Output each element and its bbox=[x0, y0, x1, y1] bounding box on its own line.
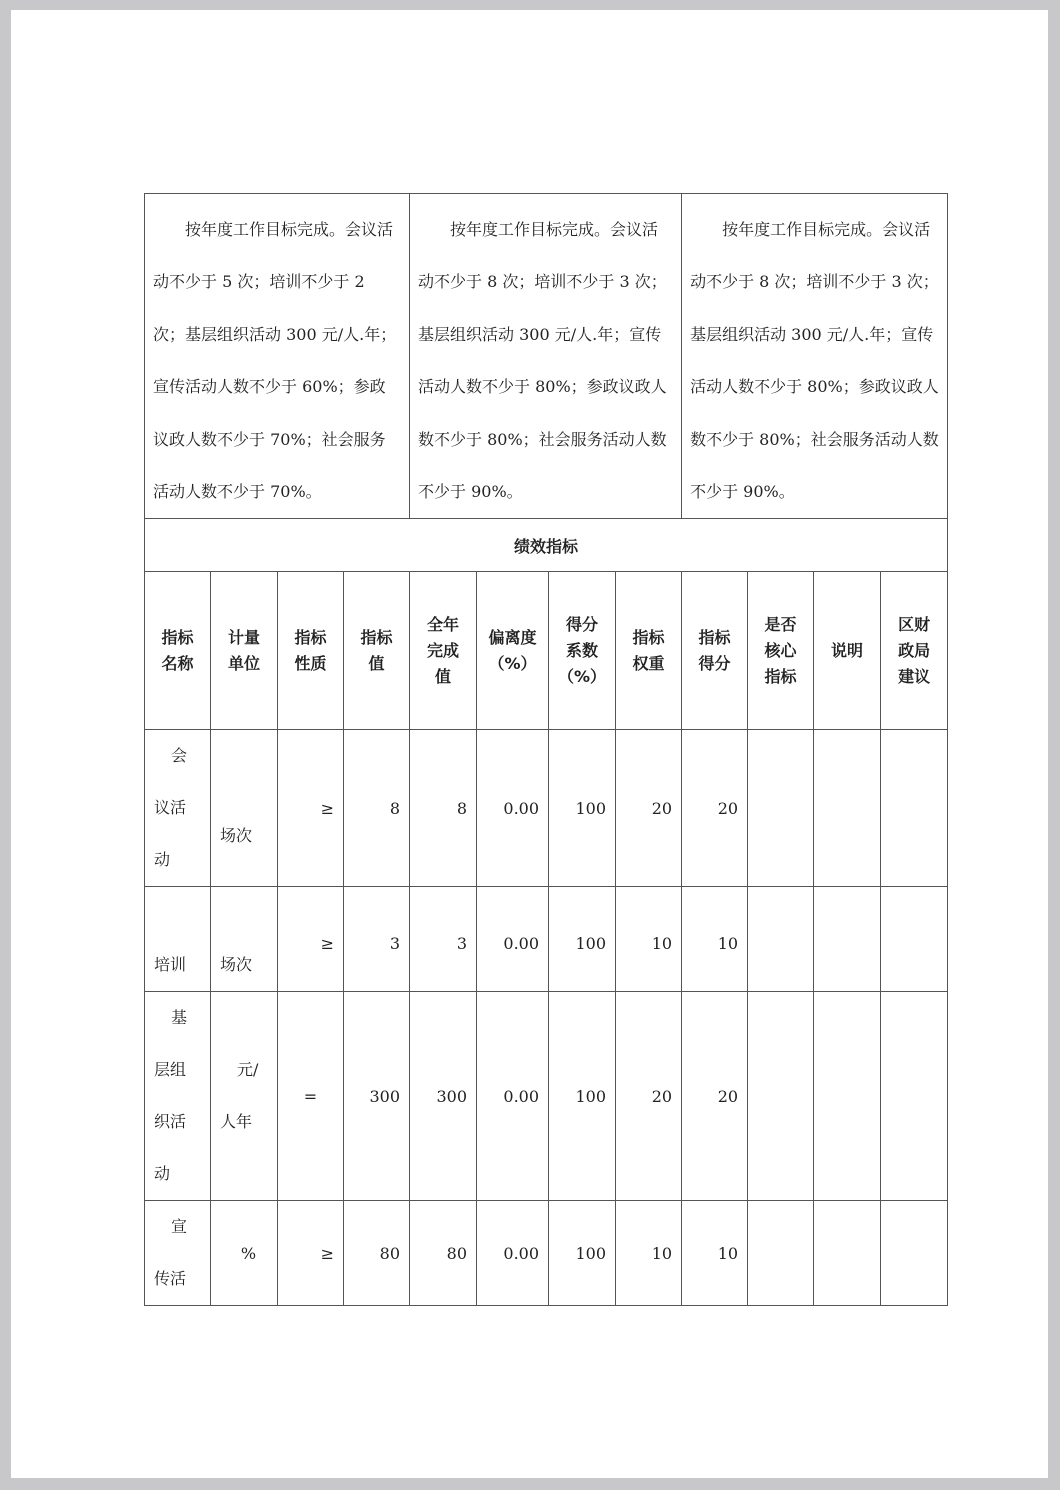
column-header-line: 值 bbox=[368, 653, 385, 673]
indicator-name-cell bbox=[145, 730, 211, 887]
performance-table bbox=[144, 193, 948, 1306]
indicator-name-line: 动 bbox=[154, 850, 171, 870]
table-row bbox=[145, 1201, 948, 1306]
target-value-cell: 3 bbox=[344, 887, 410, 992]
column-header bbox=[616, 572, 682, 730]
indicator-name-line: 培训 bbox=[154, 955, 187, 975]
unit-cell bbox=[211, 1201, 278, 1306]
core-indicator-cell bbox=[748, 730, 814, 887]
column-header-line: 全年 bbox=[427, 614, 460, 634]
column-header-line: 指标 bbox=[360, 627, 393, 647]
column-header-line: 偏离度 bbox=[488, 627, 537, 647]
goals-row bbox=[145, 194, 948, 519]
indicator-name-line: 会 bbox=[171, 746, 188, 766]
column-header bbox=[814, 572, 881, 730]
indicator-name-line: 传活 bbox=[154, 1269, 187, 1289]
column-header-line: 指标 bbox=[698, 627, 731, 647]
core-indicator-cell bbox=[748, 992, 814, 1201]
core-indicator-cell bbox=[748, 887, 814, 992]
column-header-line: 名称 bbox=[161, 653, 194, 673]
column-header bbox=[549, 572, 616, 730]
weight-cell: 10 bbox=[616, 1201, 682, 1306]
column-header-line: 核心 bbox=[764, 640, 797, 660]
finance-advice-cell bbox=[881, 1201, 948, 1306]
table-row bbox=[145, 887, 948, 992]
indicator-name-cell bbox=[145, 992, 211, 1201]
column-header-line: 指标 bbox=[161, 627, 194, 647]
column-header-line: 得分 bbox=[698, 653, 731, 673]
nature-cell: ≥ bbox=[278, 730, 344, 887]
unit-line: 场次 bbox=[220, 825, 253, 845]
column-header-line: 说明 bbox=[831, 640, 864, 660]
finance-advice-cell bbox=[881, 887, 948, 992]
column-header-line: 指标 bbox=[632, 627, 665, 647]
unit-cell bbox=[211, 730, 278, 887]
note-cell bbox=[814, 730, 881, 887]
unit-line: 元/ bbox=[237, 1060, 259, 1080]
finance-advice-cell bbox=[881, 992, 948, 1201]
column-header-line: 完成 bbox=[427, 640, 460, 660]
weight-cell: 20 bbox=[616, 992, 682, 1201]
column-header-line: 权重 bbox=[632, 653, 665, 673]
column-header bbox=[682, 572, 748, 730]
unit-cell bbox=[211, 992, 278, 1201]
indicator-name-line: 动 bbox=[154, 1164, 171, 1184]
column-header bbox=[477, 572, 549, 730]
column-header bbox=[211, 572, 278, 730]
indicator-name-line: 层组 bbox=[154, 1060, 187, 1080]
document-page bbox=[11, 10, 1048, 1478]
nature-cell: ≥ bbox=[278, 887, 344, 992]
note-cell bbox=[814, 992, 881, 1201]
column-header-line: 单位 bbox=[227, 653, 260, 673]
deviation-cell: 0.00 bbox=[477, 992, 549, 1201]
goal-text: 按年度工作目标完成。会议活动不少于 8 次；培训不少于 3 次；基层组织活动 300 元/人.年；宣传活动人数不少于 80%；参政议政人数不少于 80%；社会服务活动人数不少于 90%。 bbox=[418, 220, 667, 502]
column-header-line: 建议 bbox=[898, 666, 931, 686]
score-cell: 20 bbox=[682, 730, 748, 887]
score-cell: 10 bbox=[682, 1201, 748, 1306]
actual-value-cell: 3 bbox=[410, 887, 477, 992]
unit-line: 场次 bbox=[220, 955, 253, 975]
core-indicator-cell bbox=[748, 1201, 814, 1306]
nature-cell: = bbox=[278, 992, 344, 1201]
column-header-line: 值 bbox=[435, 666, 452, 686]
column-header bbox=[278, 572, 344, 730]
indicator-name-line: 织活 bbox=[154, 1112, 187, 1132]
column-header-line: 系数 bbox=[566, 640, 599, 660]
score-coefficient-cell: 100 bbox=[549, 887, 616, 992]
indicator-name-line: 宣 bbox=[171, 1217, 188, 1237]
target-value-cell: 300 bbox=[344, 992, 410, 1201]
column-header-line: 性质 bbox=[294, 653, 327, 673]
nature-cell: ≥ bbox=[278, 1201, 344, 1306]
indicator-name-line: 基 bbox=[171, 1008, 188, 1028]
section-title: 绩效指标 bbox=[145, 519, 948, 572]
column-header-line: 政局 bbox=[898, 640, 931, 660]
score-coefficient-cell: 100 bbox=[549, 1201, 616, 1306]
deviation-cell: 0.00 bbox=[477, 730, 549, 887]
score-coefficient-cell: 100 bbox=[549, 992, 616, 1201]
indicator-name-line: 议活 bbox=[154, 798, 187, 818]
goal-cell bbox=[410, 194, 682, 519]
table-row bbox=[145, 992, 948, 1201]
header-row bbox=[145, 572, 948, 730]
unit-cell bbox=[211, 887, 278, 992]
column-header-line: 得分 bbox=[566, 614, 599, 634]
target-value-cell: 80 bbox=[344, 1201, 410, 1306]
score-cell: 20 bbox=[682, 992, 748, 1201]
column-header-line: （%） bbox=[558, 666, 607, 686]
column-header-line: 区财 bbox=[898, 614, 931, 634]
finance-advice-cell bbox=[881, 730, 948, 887]
column-header bbox=[145, 572, 211, 730]
note-cell bbox=[814, 1201, 881, 1306]
unit-line: 人年 bbox=[220, 1112, 253, 1132]
goal-text: 按年度工作目标完成。会议活动不少于 8 次；培训不少于 3 次；基层组织活动 300 元/人.年；宣传活动人数不少于 80%；参政议政人数不少于 80%；社会服务活动人数不少于 90%。 bbox=[690, 220, 939, 502]
actual-value-cell: 300 bbox=[410, 992, 477, 1201]
target-value-cell: 8 bbox=[344, 730, 410, 887]
column-header bbox=[881, 572, 948, 730]
column-header bbox=[410, 572, 477, 730]
goal-cell bbox=[145, 194, 410, 519]
deviation-cell: 0.00 bbox=[477, 1201, 549, 1306]
actual-value-cell: 80 bbox=[410, 1201, 477, 1306]
column-header-line: 指标 bbox=[764, 666, 797, 686]
indicator-name-cell bbox=[145, 887, 211, 992]
column-header-line: 计量 bbox=[227, 627, 260, 647]
actual-value-cell: 8 bbox=[410, 730, 477, 887]
column-header bbox=[344, 572, 410, 730]
deviation-cell: 0.00 bbox=[477, 887, 549, 992]
goal-text: 按年度工作目标完成。会议活动不少于 5 次；培训不少于 2 次；基层组织活动 300 元/人.年；宣传活动人数不少于 60%；参政议政人数不少于 70%；社会服务活动人数不少于 70%。 bbox=[153, 220, 397, 502]
indicator-name-cell bbox=[145, 1201, 211, 1306]
note-cell bbox=[814, 887, 881, 992]
column-header-line: （%） bbox=[488, 653, 537, 673]
table-row bbox=[145, 730, 948, 887]
weight-cell: 20 bbox=[616, 730, 682, 887]
column-header-line: 是否 bbox=[764, 614, 797, 634]
column-header-line: 指标 bbox=[294, 627, 327, 647]
weight-cell: 10 bbox=[616, 887, 682, 992]
column-header bbox=[748, 572, 814, 730]
unit-line: % bbox=[240, 1243, 257, 1263]
score-cell: 10 bbox=[682, 887, 748, 992]
goal-cell bbox=[682, 194, 948, 519]
score-coefficient-cell: 100 bbox=[549, 730, 616, 887]
